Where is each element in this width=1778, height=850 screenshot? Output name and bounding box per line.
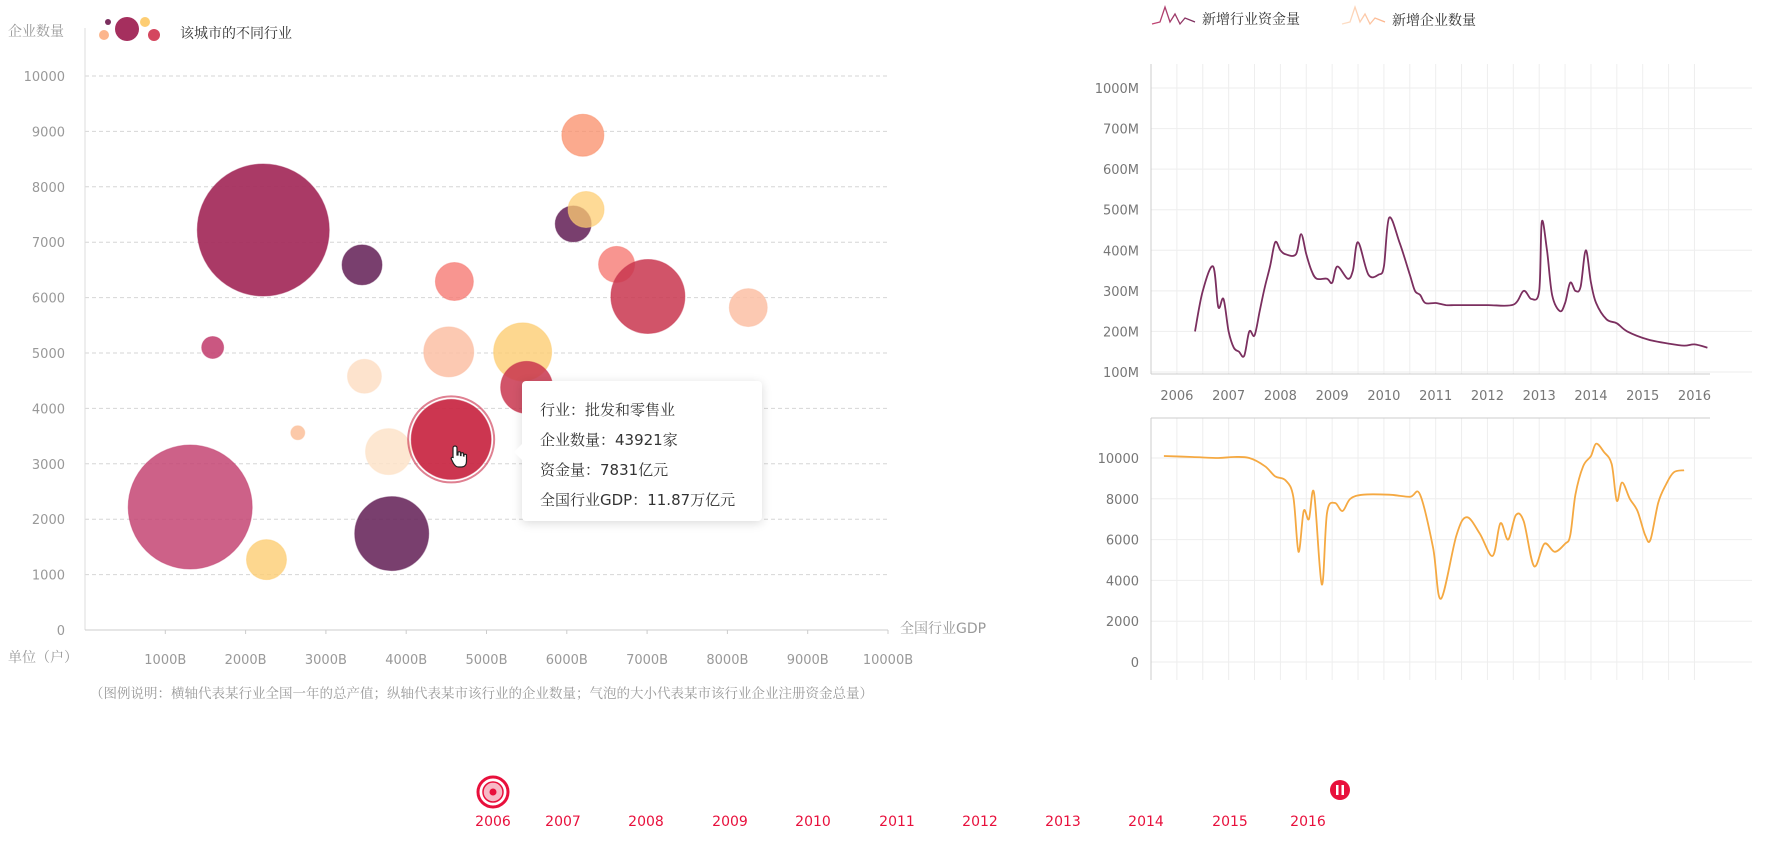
bubble-x-tick-label: 7000B [626, 653, 669, 668]
bubble-x-tick-label: 5000B [465, 653, 508, 668]
bubble-chart-ticks [24, 70, 914, 668]
companies-legend[interactable] [1342, 7, 1476, 29]
bubble-circle [355, 497, 429, 571]
capital-chart-ticks [1095, 82, 1711, 404]
bubble-y-tick-label: 9000 [31, 125, 65, 141]
bubble-circle [342, 245, 382, 285]
x-tick-label: 2011 [1419, 389, 1453, 404]
companies-legend-icon [1342, 7, 1385, 24]
bubble-point[interactable] [424, 327, 474, 377]
timeline-year-2010[interactable]: 2010 [795, 814, 831, 830]
x-tick-label: 2006 [1160, 389, 1194, 404]
bubble-x-tick-label: 10000B [862, 653, 914, 668]
tooltip-companies: 企业数量：43921家 [540, 431, 678, 449]
bubble-point[interactable] [342, 245, 382, 285]
bubble-x-tick-label: 2000B [224, 653, 267, 668]
y-tick-label: 6000 [1105, 533, 1139, 549]
y-tick-label: 0 [1130, 656, 1139, 671]
bubble-x-tick-label: 4000B [385, 653, 428, 668]
timeline-year-2016[interactable]: 2016 [1290, 814, 1326, 830]
x-tick-label: 2015 [1626, 389, 1660, 404]
y-tick-label: 500M [1102, 203, 1139, 219]
y-tick-label: 4000 [1105, 574, 1139, 590]
bubble-circle [197, 164, 329, 296]
bubble-legend-icon [99, 17, 160, 41]
bubble-circle [729, 289, 767, 327]
bubble-legend[interactable] [99, 17, 292, 42]
capital-series-line [1195, 217, 1707, 357]
bubble-circle [202, 336, 224, 358]
bubble-circle [347, 359, 381, 393]
bubble-x-axis-unit-label: 单位（户） [8, 650, 78, 666]
bubble-circle [291, 426, 305, 440]
y-tick-label: 10000 [1097, 452, 1139, 467]
bubble-point[interactable] [729, 289, 767, 327]
bubble-x-tick-label: 1000B [144, 653, 187, 668]
bubble-circle [411, 399, 491, 479]
bubble-y-tick-label: 4000 [31, 402, 65, 418]
timeline-current-marker[interactable] [478, 777, 508, 807]
bubble-y-tick-label: 2000 [31, 513, 65, 529]
y-tick-label: 300M [1102, 284, 1139, 300]
bubble-y-tick-label: 0 [56, 624, 65, 639]
bubble-y-tick-label: 10000 [23, 70, 65, 85]
timeline-year-2007[interactable]: 2007 [545, 814, 581, 830]
timeline [430, 777, 1355, 830]
bubble-point[interactable] [435, 263, 473, 301]
bubble-tooltip [522, 381, 762, 521]
bubble-point[interactable] [568, 192, 604, 228]
y-tick-label: 200M [1102, 325, 1139, 341]
y-tick-label: 600M [1102, 163, 1139, 179]
capital-legend[interactable] [1152, 7, 1300, 28]
timeline-year-2015[interactable]: 2015 [1212, 814, 1248, 830]
companies-line-chart [1098, 7, 1752, 680]
bubble-x-tick-label: 8000B [706, 653, 749, 668]
x-tick-label: 2012 [1470, 389, 1504, 404]
bubble-point[interactable] [197, 164, 329, 296]
x-tick-label: 2009 [1315, 389, 1349, 404]
tooltip-industry: 行业：批发和零售业 [540, 401, 676, 419]
bubble-point[interactable] [366, 429, 412, 475]
timeline-year-2006[interactable]: 2006 [475, 814, 511, 830]
y-tick-label: 400M [1102, 244, 1139, 260]
bubble-point[interactable] [246, 540, 286, 580]
bubble-y-tick-label: 8000 [31, 180, 65, 196]
bubble-chart [8, 17, 986, 702]
timeline-year-2008[interactable]: 2008 [628, 814, 664, 830]
timeline-year-2013[interactable]: 2013 [1045, 814, 1081, 830]
capital-line-chart [1095, 7, 1752, 404]
timeline-play-pause-button[interactable] [1330, 780, 1350, 800]
bubble-point[interactable] [202, 336, 224, 358]
bubble-x-tick-label: 9000B [786, 653, 829, 668]
timeline-year-2009[interactable]: 2009 [712, 814, 748, 830]
companies-series-line [1164, 444, 1684, 599]
bubble-y-axis-title: 企业数量 [8, 24, 64, 40]
bubble-y-tick-label: 5000 [31, 347, 65, 362]
y-tick-label: 1000M [1094, 82, 1139, 97]
tooltip-capital: 资金量：7831亿元 [540, 461, 669, 479]
x-tick-label: 2014 [1574, 389, 1608, 404]
bubble-circle [424, 327, 474, 377]
bubble-point[interactable] [611, 259, 685, 333]
x-tick-label: 2010 [1367, 389, 1401, 404]
bubble-highlighted[interactable] [408, 396, 494, 482]
bubble-circle [562, 114, 604, 156]
timeline-year-2014[interactable]: 2014 [1128, 814, 1164, 830]
bubble-circle [435, 263, 473, 301]
tooltip-arrow [514, 444, 522, 460]
bubble-circle [128, 445, 252, 569]
bubble-point[interactable] [291, 426, 305, 440]
x-tick-label: 2008 [1263, 389, 1297, 404]
timeline-year-labels [475, 814, 1326, 830]
bubble-x-tick-label: 6000B [545, 653, 588, 668]
x-tick-label: 2016 [1677, 389, 1712, 404]
bubble-legend-label: 该城市的不同行业 [180, 26, 292, 42]
bubble-y-tick-label: 7000 [31, 236, 65, 252]
tooltip-gdp: 全国行业GDP：11.87万亿元 [540, 491, 736, 509]
y-tick-label: 2000 [1105, 615, 1139, 631]
x-tick-label: 2013 [1522, 389, 1556, 404]
bubble-x-axis-title: 全国行业GDP [900, 621, 987, 637]
capital-legend-icon [1152, 7, 1195, 24]
bubble-point[interactable] [562, 114, 604, 156]
y-tick-label: 100M [1102, 366, 1139, 381]
y-tick-label: 8000 [1105, 492, 1139, 508]
y-tick-label: 700M [1102, 122, 1139, 138]
companies-chart-ticks [1098, 452, 1139, 671]
bubble-circle [568, 192, 604, 228]
x-tick-label: 2007 [1212, 389, 1246, 404]
bubble-circle [246, 540, 286, 580]
companies-legend-label: 新增企业数量 [1392, 13, 1476, 29]
bubble-y-tick-label: 3000 [31, 457, 65, 473]
bubble-chart-caption: （图例说明：横轴代表某行业全国一年的总产值；纵轴代表某市该行业的企业数量；气泡的大小代表某市该行业企业注册资金总量） [90, 686, 873, 702]
timeline-year-2011[interactable]: 2011 [879, 814, 915, 830]
bubble-point[interactable] [355, 497, 429, 571]
bubble-point[interactable] [128, 445, 252, 569]
capital-chart-gridlines [1151, 64, 1752, 374]
bubble-y-tick-label: 6000 [31, 291, 65, 307]
capital-legend-label: 新增行业资金量 [1202, 12, 1300, 28]
timeline-year-2012[interactable]: 2012 [962, 814, 998, 830]
bubble-x-tick-label: 3000B [304, 653, 347, 668]
bubble-y-tick-label: 1000 [31, 568, 65, 584]
bubble-circle [366, 429, 412, 475]
bubble-point[interactable] [347, 359, 381, 393]
bubble-circle [611, 259, 685, 333]
